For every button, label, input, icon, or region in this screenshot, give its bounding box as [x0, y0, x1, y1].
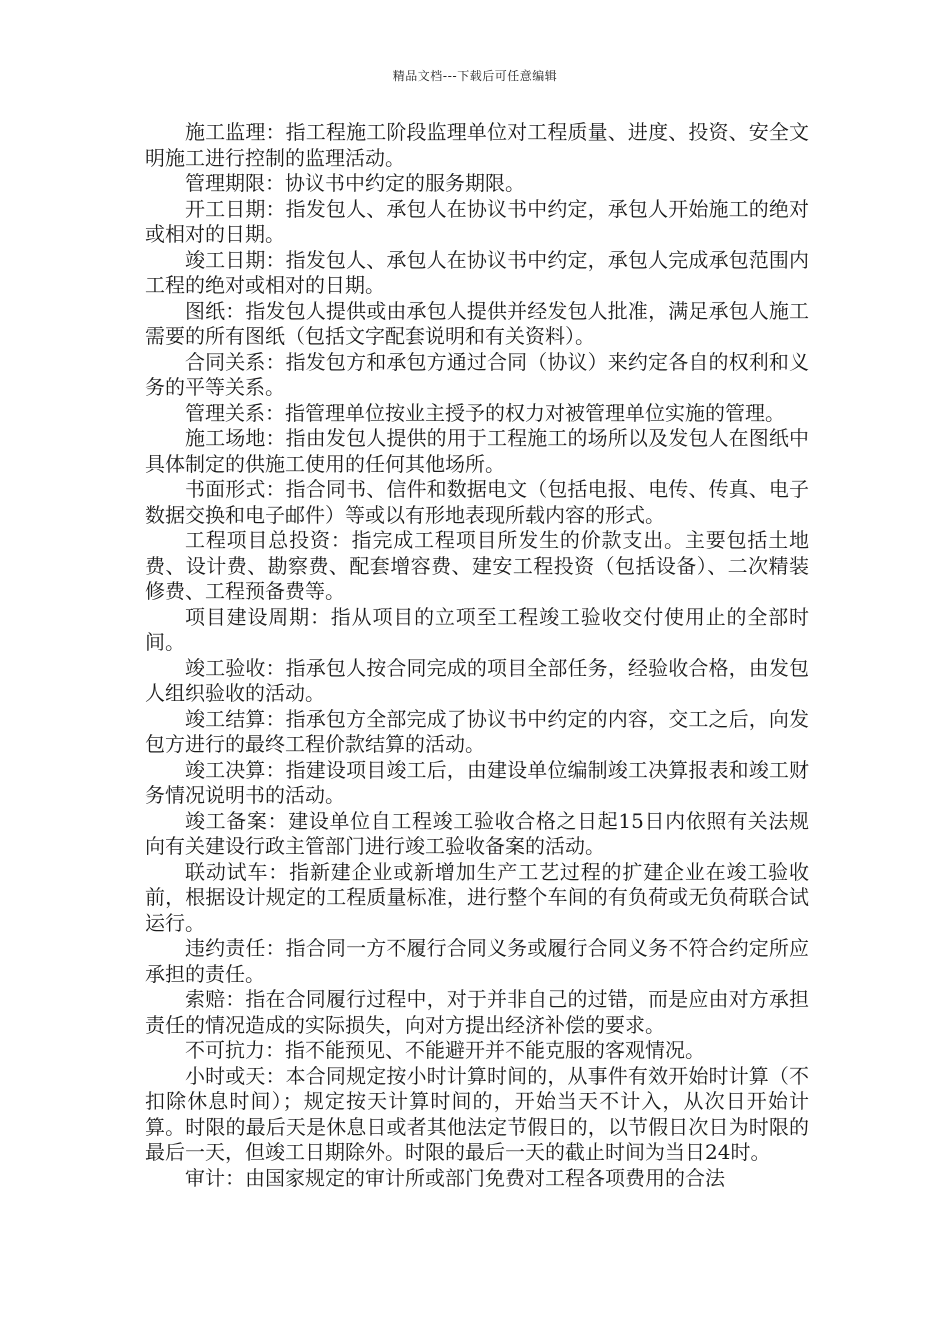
definition-paragraph: 竣工日期：指发包人、承包人在协议书中约定，承包人完成承包范围内工程的绝对或相对的日期。 — [145, 247, 809, 297]
definition-paragraph: 竣工验收：指承包人按合同完成的项目全部任务，经验收合格，由发包人组织验收的活动。 — [145, 655, 809, 705]
definition-paragraph: 图纸：指发包人提供或由承包人提供并经发包人批准，满足承包人施工需要的所有图纸（包括文字配套说明和有关资料）。 — [145, 298, 809, 348]
definition-paragraph: 工程项目总投资：指完成工程项目所发生的价款支出。主要包括土地费、设计费、勘察费、配套增容费、建安工程投资（包括设备）、二次精装修费、工程预备费等。 — [145, 528, 809, 603]
definition-paragraph: 索赔：指在合同履行过程中，对于并非自己的过错，而是应由对方承担责任的情况造成的实际损失，向对方提出经济补偿的要求。 — [145, 987, 809, 1037]
definition-paragraph: 竣工备案：建设单位自工程竣工验收合格之日起15日内依照有关法规向有关建设行政主管部门进行竣工验收备案的活动。 — [145, 808, 809, 858]
definition-paragraph: 联动试车：指新建企业或新增加生产工艺过程的扩建企业在竣工验收前，根据设计规定的工程质量标准，进行整个车间的有负荷或无负荷联合试运行。 — [145, 859, 809, 935]
page-header: 精品文档---下载后可任意编辑 — [392, 69, 558, 83]
definition-paragraph: 开工日期：指发包人、承包人在协议书中约定，承包人开始施工的绝对或相对的日期。 — [145, 196, 809, 246]
definition-paragraph: 不可抗力：指不能预见、不能避开并不能克服的客观情况。 — [185, 1038, 705, 1062]
definition-paragraph: 违约责任：指合同一方不履行合同义务或履行合同义务不符合约定所应承担的责任。 — [145, 936, 809, 986]
definition-paragraph: 审计：由国家规定的审计所或部门免费对工程各项费用的合法 — [185, 1165, 725, 1190]
definition-paragraph: 管理期限：协议书中约定的服务期限。 — [185, 171, 525, 195]
definition-paragraph: 竣工结算：指承包方全部完成了协议书中约定的内容，交工之后，向发包方进行的最终工程价款结算的活动。 — [145, 706, 809, 756]
document-body — [145, 120, 809, 1191]
definition-paragraph: 合同关系：指发包方和承包方通过合同（协议）来约定各自的权利和义务的平等关系。 — [145, 349, 809, 399]
definition-paragraph: 项目建设周期：指从项目的立项至工程竣工验收交付使用止的全部时间。 — [145, 604, 809, 654]
definition-paragraph: 管理关系：指管理单位按业主授予的权力对被管理单位实施的管理。 — [185, 400, 785, 425]
definition-paragraph: 施工监理：指工程施工阶段监理单位对工程质量、进度、投资、安全文明施工进行控制的监理活动。 — [145, 120, 809, 170]
definition-paragraph: 小时或天：本合同规定按小时计算时间的，从事件有效开始时计算（不扣除休息时间）；规定按天计算时间的，开始当天不计入，从次日开始计算。时限的最后天是休息日或者其他法定节假日的，以节假日次日为时限的最后一天，但竣工日期除外。时限的最后一天的截止时间为当日24时。 — [145, 1063, 809, 1164]
definition-paragraph: 书面形式：指合同书、信件和数据电文（包括电报、电传、传真、电子数据交换和电子邮件）等或以有形地表现所载内容的形式。 — [145, 477, 809, 527]
definition-paragraph: 竣工决算：指建设项目竣工后，由建设单位编制竣工决算报表和竣工财务情况说明书的活动。 — [145, 757, 809, 807]
definition-paragraph: 施工场地：指由发包人提供的用于工程施工的场所以及发包人在图纸中具体制定的供施工使用的任何其他场所。 — [145, 426, 809, 476]
